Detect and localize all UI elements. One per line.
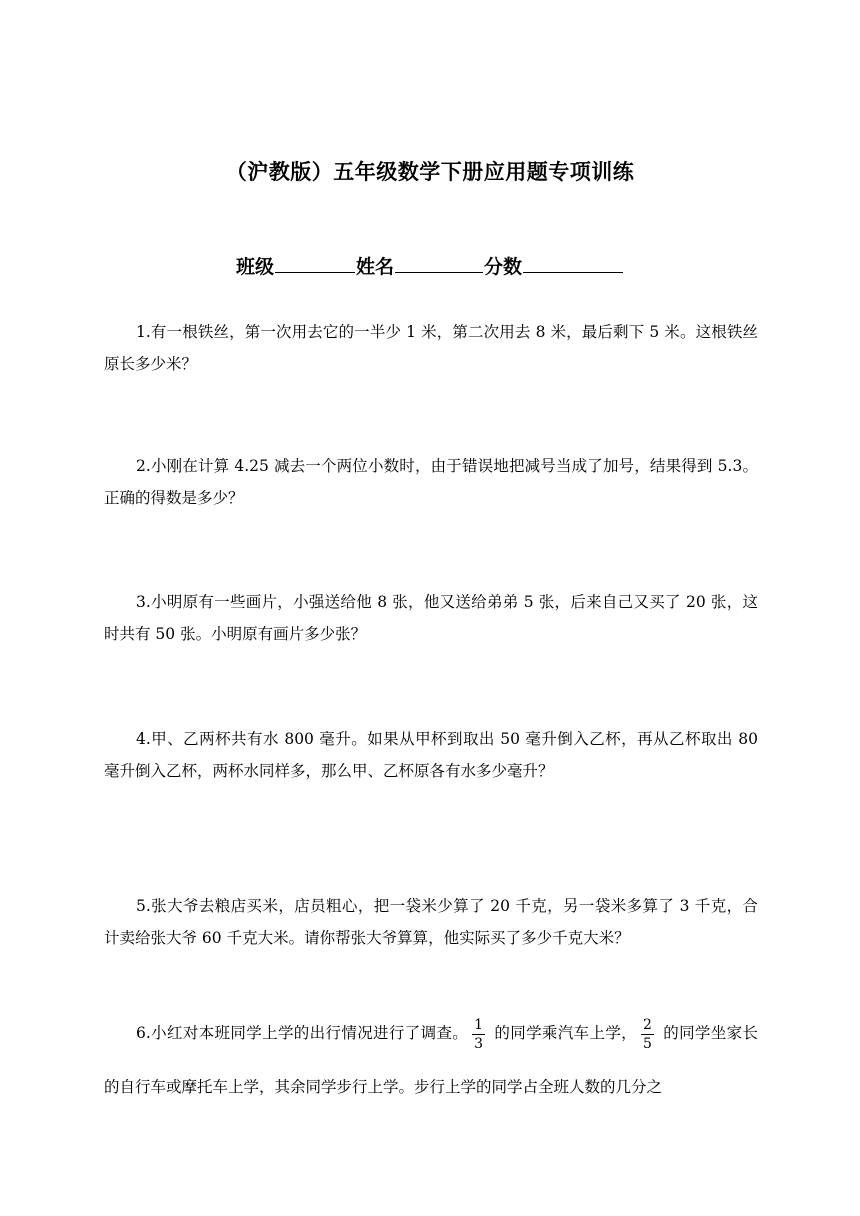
score-blank (523, 254, 623, 273)
page-title: （沪教版）五年级数学下册应用题专项训练 (225, 160, 635, 184)
student-info-line (0, 252, 860, 279)
fraction-1-denominator: 3 (474, 1035, 484, 1052)
name-label: 姓名 (355, 256, 394, 278)
question-2: 2.小刚在计算 4.25 减去一个两位小数时，由于错误地把减号当成了加号，结果得到 5.3。正确的得数是多少？ (104, 457, 758, 507)
class-blank (275, 254, 355, 273)
question-6-part-3: 的同学坐家长的自行车或摩托车上学，其余同学步行上学。步行上学的同学占全班人数的几分之 (104, 1024, 758, 1096)
fraction-1-numerator: 1 (474, 1016, 484, 1033)
fraction-2-denominator: 5 (643, 1035, 652, 1052)
question-1: 1.有一根铁丝，第一次用去它的一半少 1 米，第二次用去 8 米，最后剩下 5 米。这根铁丝原长多少米？ (104, 323, 758, 373)
class-label: 班级 (235, 256, 274, 278)
name-blank (395, 254, 483, 273)
fraction-one-third (472, 1016, 485, 1053)
question-6-part-1: 6.小红对本班同学上学的出行情况进行了调查。 (136, 1024, 469, 1042)
question-3: 3.小明原有一些画片，小强送给他 8 张，他又送给弟弟 5 张，后来自己又买了 20 张，这时共有 50 张。小明原有画片多少张？ (104, 593, 758, 643)
fraction-two-fifths (641, 1016, 654, 1053)
fraction-2-numerator: 2 (643, 1016, 652, 1033)
score-label: 分数 (484, 256, 523, 278)
question-4: 4.甲、乙两杯共有水 800 毫升。如果从甲杯到取出 50 毫升倒入乙杯，再从乙杯取出 80 毫升倒入乙杯，两杯水同样多，那么甲、乙杯原各有水多少毫升？ (104, 730, 758, 780)
question-6-part-2: 的同学乘汽车上学， (489, 1024, 638, 1042)
question-6 (104, 1006, 758, 1114)
question-5: 5.张大爷去粮店买米，店员粗心，把一袋米少算了 20 千克，另一袋米多算了 3 千克，合计卖给张大爷 60 千克大米。请你帮张大爷算算，他实际买了多少千克大米？ (104, 897, 758, 947)
